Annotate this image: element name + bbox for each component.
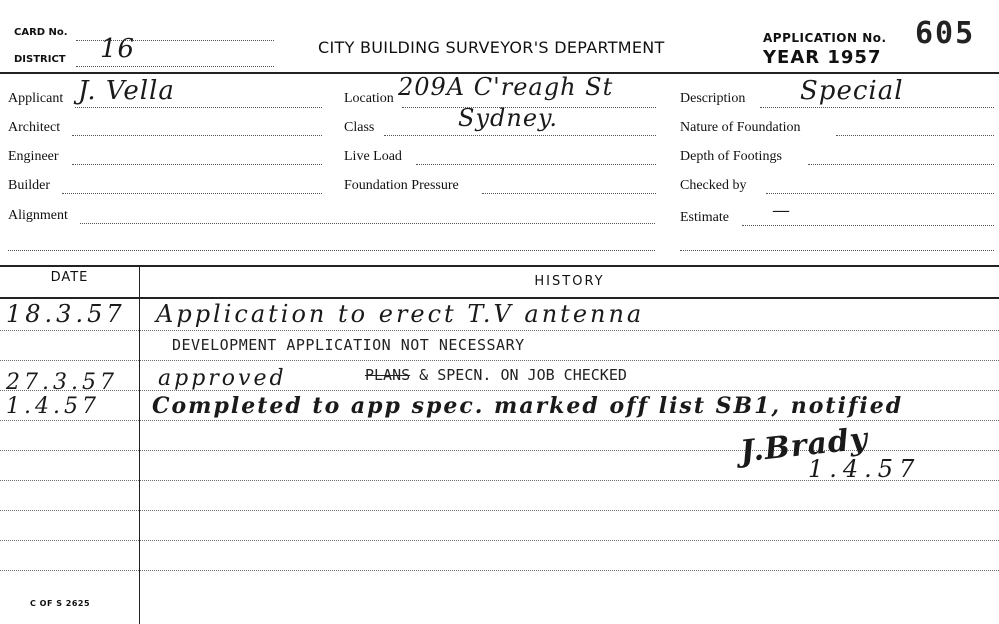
description-value: Special [800, 76, 904, 106]
class-line [384, 135, 656, 136]
builder-line [62, 193, 322, 194]
depth-footings-line [808, 164, 994, 165]
entry-date: 18.3.57 [6, 300, 126, 328]
description-label: Description [680, 91, 746, 106]
district-value: 16 [100, 34, 136, 64]
estimate-label: Estimate [680, 210, 729, 225]
district-label: DISTRICT [14, 54, 66, 65]
foundation-pressure-line [482, 193, 656, 194]
location-value: 209A C'reagh St [398, 73, 614, 101]
builder-label: Builder [8, 178, 50, 193]
signature-date: 1.4.57 [808, 455, 921, 483]
location-value-2: Sydney. [458, 104, 559, 132]
fields-rule [0, 265, 999, 267]
history-line [0, 540, 999, 541]
checked-by-line [766, 193, 994, 194]
history-line [0, 390, 999, 391]
department-title: CITY BUILDING SURVEYOR'S DEPARTMENT [318, 38, 665, 57]
date-header: DATE [50, 270, 89, 285]
checked-stamp-struck: PLANS [365, 366, 411, 384]
architect-line [72, 135, 322, 136]
engineer-line [72, 164, 322, 165]
estimate-value: — [772, 200, 791, 221]
entry-text: Application to erect T.V antenna [156, 300, 645, 328]
applicant-line [75, 107, 322, 108]
nature-foundation-line [836, 135, 994, 136]
architect-label: Architect [8, 120, 61, 135]
entry-date: 27.3.57 [6, 370, 118, 395]
card-no-label: CARD No. [14, 27, 68, 38]
checked-by-label: Checked by [680, 178, 747, 193]
applicant-value: J. Vella [78, 76, 175, 106]
development-stamp: DEVELOPMENT APPLICATION NOT NECESSARY [172, 336, 525, 354]
history-header-rule [0, 297, 999, 299]
engineer-label: Engineer [8, 149, 59, 164]
live-load-line [416, 164, 656, 165]
nature-foundation-label: Nature of Foundation [680, 120, 801, 135]
application-no-value: 605 [915, 16, 976, 51]
signature: J.Brady [738, 421, 870, 470]
depth-footings-label: Depth of Footings [680, 149, 782, 164]
history-header: HISTORY [534, 274, 605, 289]
entry-date: 1.4.57 [6, 394, 100, 419]
history-line [0, 510, 999, 511]
applicant-label: Applicant [8, 91, 64, 106]
form-code: C OF S 2625 [30, 599, 91, 608]
location-label: Location [344, 91, 394, 106]
history-line [0, 360, 999, 361]
checked-stamp [365, 366, 627, 384]
foundation-pressure-label: Foundation Pressure [344, 178, 459, 193]
entry-text: Completed to app spec. marked off list SB1, notified [152, 393, 904, 419]
description-line [760, 107, 994, 108]
live-load-label: Live Load [344, 149, 402, 164]
history-line [0, 420, 999, 421]
year-label: YEAR 1957 [763, 47, 882, 68]
class-label: Class [344, 120, 375, 135]
checked-stamp-rest: & SPECN. ON JOB CHECKED [410, 366, 627, 384]
alignment-line [80, 223, 655, 224]
alignment-label: Alignment [8, 208, 68, 223]
district-line [76, 66, 274, 67]
application-no-label: APPLICATION No. [763, 31, 887, 45]
history-line [0, 330, 999, 331]
estimate-line [742, 225, 994, 226]
history-line [0, 570, 999, 571]
alignment-line-2 [8, 250, 655, 251]
estimate-line-2 [680, 250, 994, 251]
entry-text: approved [158, 366, 287, 391]
